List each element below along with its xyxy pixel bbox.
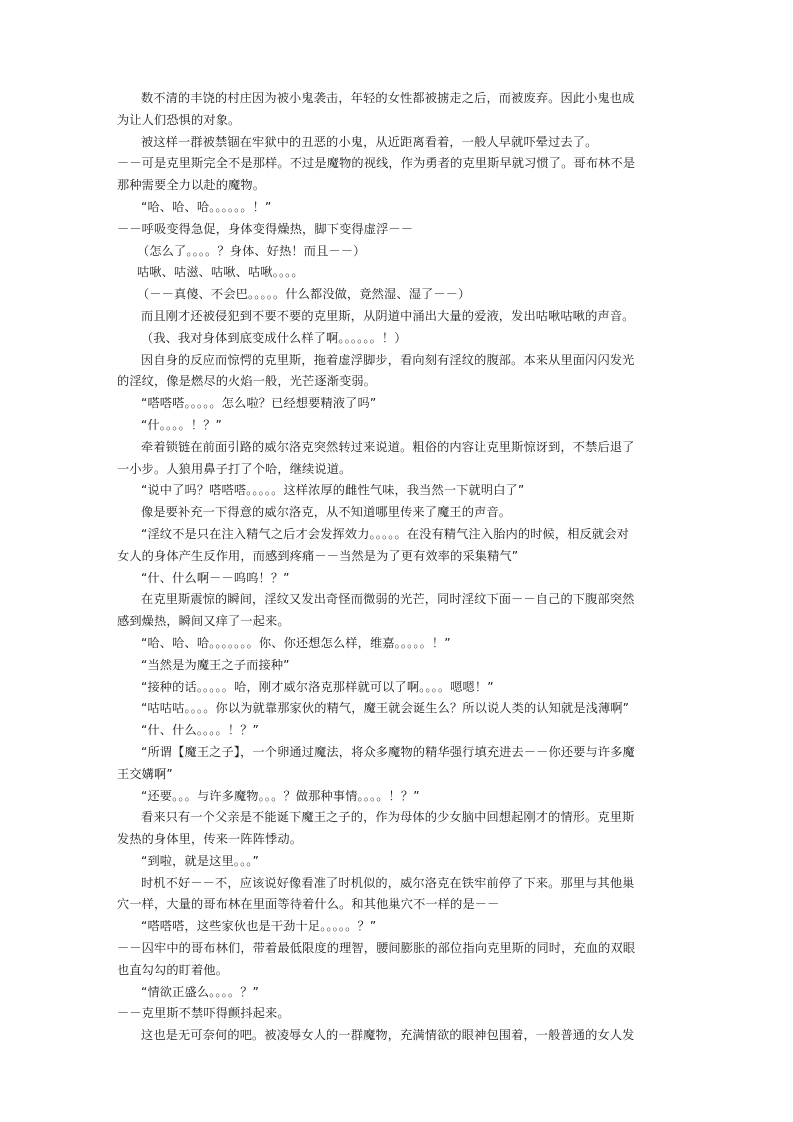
text-line: 被这样一群被禁锢在牢狱中的丑恶的小鬼，从近距离看着，一般人早就吓晕过去了。: [141, 134, 598, 149]
text-line: 因自身的反应而惊愕的克里斯，拖着虚浮脚步，看向刻有淫纹的腹部。本来从里面闪闪发光: [141, 352, 635, 367]
text-line: “说中了吗？嗒嗒嗒。。。。。这样浓厚的雌性气味，我当然一下就明白了”: [141, 483, 525, 498]
text-line: “什、什么。。。。！？”: [141, 723, 260, 738]
text-line: 王交媾啊”: [117, 766, 173, 781]
text-line: “所谓【魔王之子】，一个卵通过魔法，将众多魔物的精华强行填充进去－－你还要与许多魔: [141, 744, 635, 759]
text-line: “什、什么啊－－呜呜！？”: [141, 570, 290, 585]
text-line: 像是要补充一下得意的威尔洛克，从不知道哪里传来了魔王的声音。: [141, 505, 512, 520]
text-line: 而且刚才还被侵犯到不要不要的克里斯，从阴道中涌出大量的爱液，发出咕啾咕啾的声音。: [141, 308, 635, 323]
text-line: －－囚牢中的哥布林们，带着最低限度的理智，腰间膨胀的部位指向克里斯的同时，充血的双眼: [117, 941, 636, 956]
document-page: [117, 88, 682, 1047]
text-line: “嗒嗒嗒。。。。。怎么啦？已经想要精液了吗”: [141, 396, 377, 411]
text-line: 咕啾、咕滋、咕啾、咕啾。。。。: [137, 265, 304, 280]
text-line: “接种的话。。。。。哈，刚才威尔洛克那样就可以了啊。。。。嗯嗯！”: [141, 679, 494, 694]
text-line: 牵着锁链在前面引路的威尔洛克突然转过来说道。粗俗的内容让克里斯惊讶到，不禁后退了: [141, 439, 635, 454]
text-line: 为让人们恐惧的对象。: [117, 112, 241, 127]
text-line: 这也是无可奈何的吧。被凌辱女人的一群魔物，充满情欲的眼神包围着，一般普通的女人发: [141, 1028, 635, 1043]
text-line: 看来只有一个父亲是不能诞下魔王之子的，作为母体的少女脑中回想起刚才的情形。克里斯: [141, 810, 635, 825]
text-line: －－可是克里斯完全不是那样。不过是魔物的视线，作为勇者的克里斯早就习惯了。哥布林不是: [117, 156, 636, 171]
text-line: “哈、哈、哈。。。。。。！”: [141, 199, 272, 214]
text-line: 时机不好－－不，应该说好像看准了时机似的，威尔洛克在铁牢前停了下来。那里与其他巢: [141, 875, 635, 890]
text-line: 穴一样，大量的哥布林在里面等待着什么。和其他巢穴不一样的是－－: [117, 897, 500, 912]
text-line: 那种需要全力以赴的魔物。: [117, 178, 266, 193]
text-line: “当然是为魔王之子而接种”: [141, 657, 290, 672]
text-line: －－呼吸变得急促，身体变得燥热，脚下变得虚浮－－: [117, 221, 414, 236]
text-line: （怎么了。。。。？身体、好热！而且－－）: [137, 243, 366, 258]
text-line: －－克里斯不禁吓得颤抖起来。: [117, 1006, 290, 1021]
text-line: （－－真傻、不会巴。。。。。什么都没做，竟然湿、湿了－－）: [137, 287, 471, 302]
text-line: 在克里斯震惊的瞬间，淫纹又发出奇怪而微弱的光芒，同时淫纹下面－－自己的下腹部突然: [141, 592, 635, 607]
text-line: “淫纹不是只在注入精气之后才会发挥效力。。。。。在没有精气注入胎内的时候，相反就会对: [141, 526, 629, 541]
text-line: 的淫纹，像是燃尽的火焰一般，光芒逐渐变弱。: [117, 374, 377, 389]
text-line: “情欲正盛么。。。。？”: [141, 984, 260, 999]
text-line: “咕咕咕。。。。你以为就靠那家伙的精气，魔王就会诞生么？所以说人类的认知就是浅薄啊”: [141, 701, 630, 716]
text-line: 也直勾勾的盯着他。: [117, 962, 229, 977]
text-line: 数不清的丰饶的村庄因为被小鬼袭击，年轻的女性都被掳走之后，而被废弃。因此小鬼也成: [141, 91, 635, 105]
text-line: “哈、哈、哈。。。。。。。你、你还想怎么样，维嘉。。。。。！”: [141, 635, 451, 650]
text-line: “还要。。。与许多魔物。。。？做那种事情。。。。！？”: [141, 788, 420, 803]
text-line: “什。。。。！？”: [141, 417, 222, 432]
text-line: 发热的身体里，传来一阵阵悸动。: [117, 832, 303, 847]
text-line: 一小步。人狼用鼻子打了个哈，继续说道。: [117, 461, 352, 476]
text-line: “到啦，就是这里。。。”: [141, 853, 260, 868]
text-line: “嗒嗒嗒，这些家伙也是干劲十足。。。。。？”: [141, 919, 377, 934]
text-line: 感到燥热，瞬间又痒了一起来。: [117, 614, 290, 629]
text-line: （我、我对身体到底变成什么样了啊。。。。。。！）: [141, 330, 407, 345]
text-line: 女人的身体产生反作用，而感到疼痛－－当然是为了更有效率的采集精气”: [117, 548, 519, 563]
